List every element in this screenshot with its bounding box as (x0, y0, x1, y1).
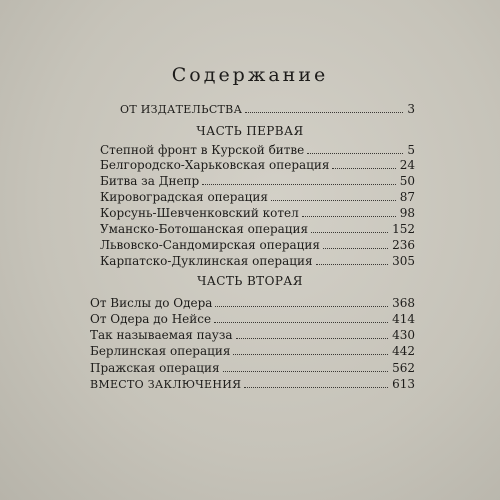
toc-entry-label: Так называемая пауза (90, 328, 233, 342)
toc-entry-label: Львовско-Сандомирская операция (100, 238, 320, 252)
toc-entry-intro (120, 102, 415, 117)
toc-entry-label: От Одера до Нейсе (90, 312, 212, 326)
toc-entry (90, 328, 415, 342)
leader-dots (302, 215, 396, 217)
section-heading-part2: ЧАСТЬ ВТОРАЯ (197, 274, 303, 288)
toc-entry-label: Белгородско-Харьковская операция (100, 158, 330, 172)
toc-entry-page: 3 (407, 102, 415, 116)
leader-dots (307, 152, 403, 154)
toc-entry-page: 5 (407, 143, 415, 157)
toc-entry (100, 222, 415, 236)
toc-entry-page: 430 (392, 328, 415, 342)
toc-entry-page: 613 (392, 377, 415, 391)
leader-dots (316, 263, 389, 265)
toc-entry (90, 312, 415, 326)
leader-dots (202, 183, 395, 185)
leader-dots (214, 321, 388, 323)
toc-entry-page: 50 (399, 174, 415, 188)
leader-dots (223, 370, 389, 372)
toc-entry (100, 238, 415, 252)
toc-entry-page: 368 (392, 296, 415, 310)
leader-dots (233, 353, 388, 355)
toc-entry-label: Битва за Днепр (100, 174, 200, 188)
toc-entry-label: Уманско-Ботошанская операция (100, 222, 309, 236)
leader-dots (215, 305, 388, 307)
toc-entry (90, 296, 415, 310)
toc-entry (100, 254, 415, 268)
toc-entry-page: 24 (399, 158, 415, 172)
toc-entry-label: Корсунь-Шевченковский котел (100, 206, 299, 220)
toc-entry (90, 361, 415, 375)
toc-entry-label: ВМЕСТО ЗАКЛЮЧЕНИЯ (90, 378, 242, 391)
toc-entry-page: 442 (392, 344, 415, 358)
section-heading-part1: ЧАСТЬ ПЕРВАЯ (196, 124, 304, 138)
toc-entry-label: ОТ ИЗДАТЕЛЬСТВА (120, 103, 243, 116)
toc-entry (100, 174, 415, 188)
leader-dots (236, 337, 389, 339)
leader-dots (271, 199, 396, 201)
toc-entry-page: 152 (392, 222, 415, 236)
toc-entry-label: Степной фронт в Курской битве (100, 143, 305, 157)
page-title: Содержание (171, 64, 329, 86)
toc-entry-page: 236 (392, 238, 415, 252)
toc-entry-page: 305 (392, 254, 415, 268)
toc-entry (100, 143, 415, 157)
toc-entry-label: Кировоградская операция (100, 190, 268, 204)
leader-dots (245, 111, 403, 113)
toc-entry-label: Карпатско-Дуклинская операция (100, 254, 313, 268)
toc-entry-label: Пражская операция (90, 361, 220, 375)
toc-entry (100, 206, 415, 220)
toc-entry-page: 87 (399, 190, 415, 204)
toc-entry-page: 562 (392, 361, 415, 375)
leader-dots (323, 247, 388, 249)
toc-entry-page: 98 (399, 206, 415, 220)
toc-entry-conclusion (90, 377, 415, 392)
toc-entry-label: Берлинская операция (90, 344, 231, 358)
toc-entry-page: 414 (392, 312, 415, 326)
leader-dots (311, 231, 388, 233)
leader-dots (332, 167, 395, 169)
toc-entry-label: От Вислы до Одера (90, 296, 213, 310)
leader-dots (244, 386, 388, 388)
toc-entry (100, 190, 415, 204)
toc-entry (90, 344, 415, 358)
toc-entry (100, 158, 415, 172)
